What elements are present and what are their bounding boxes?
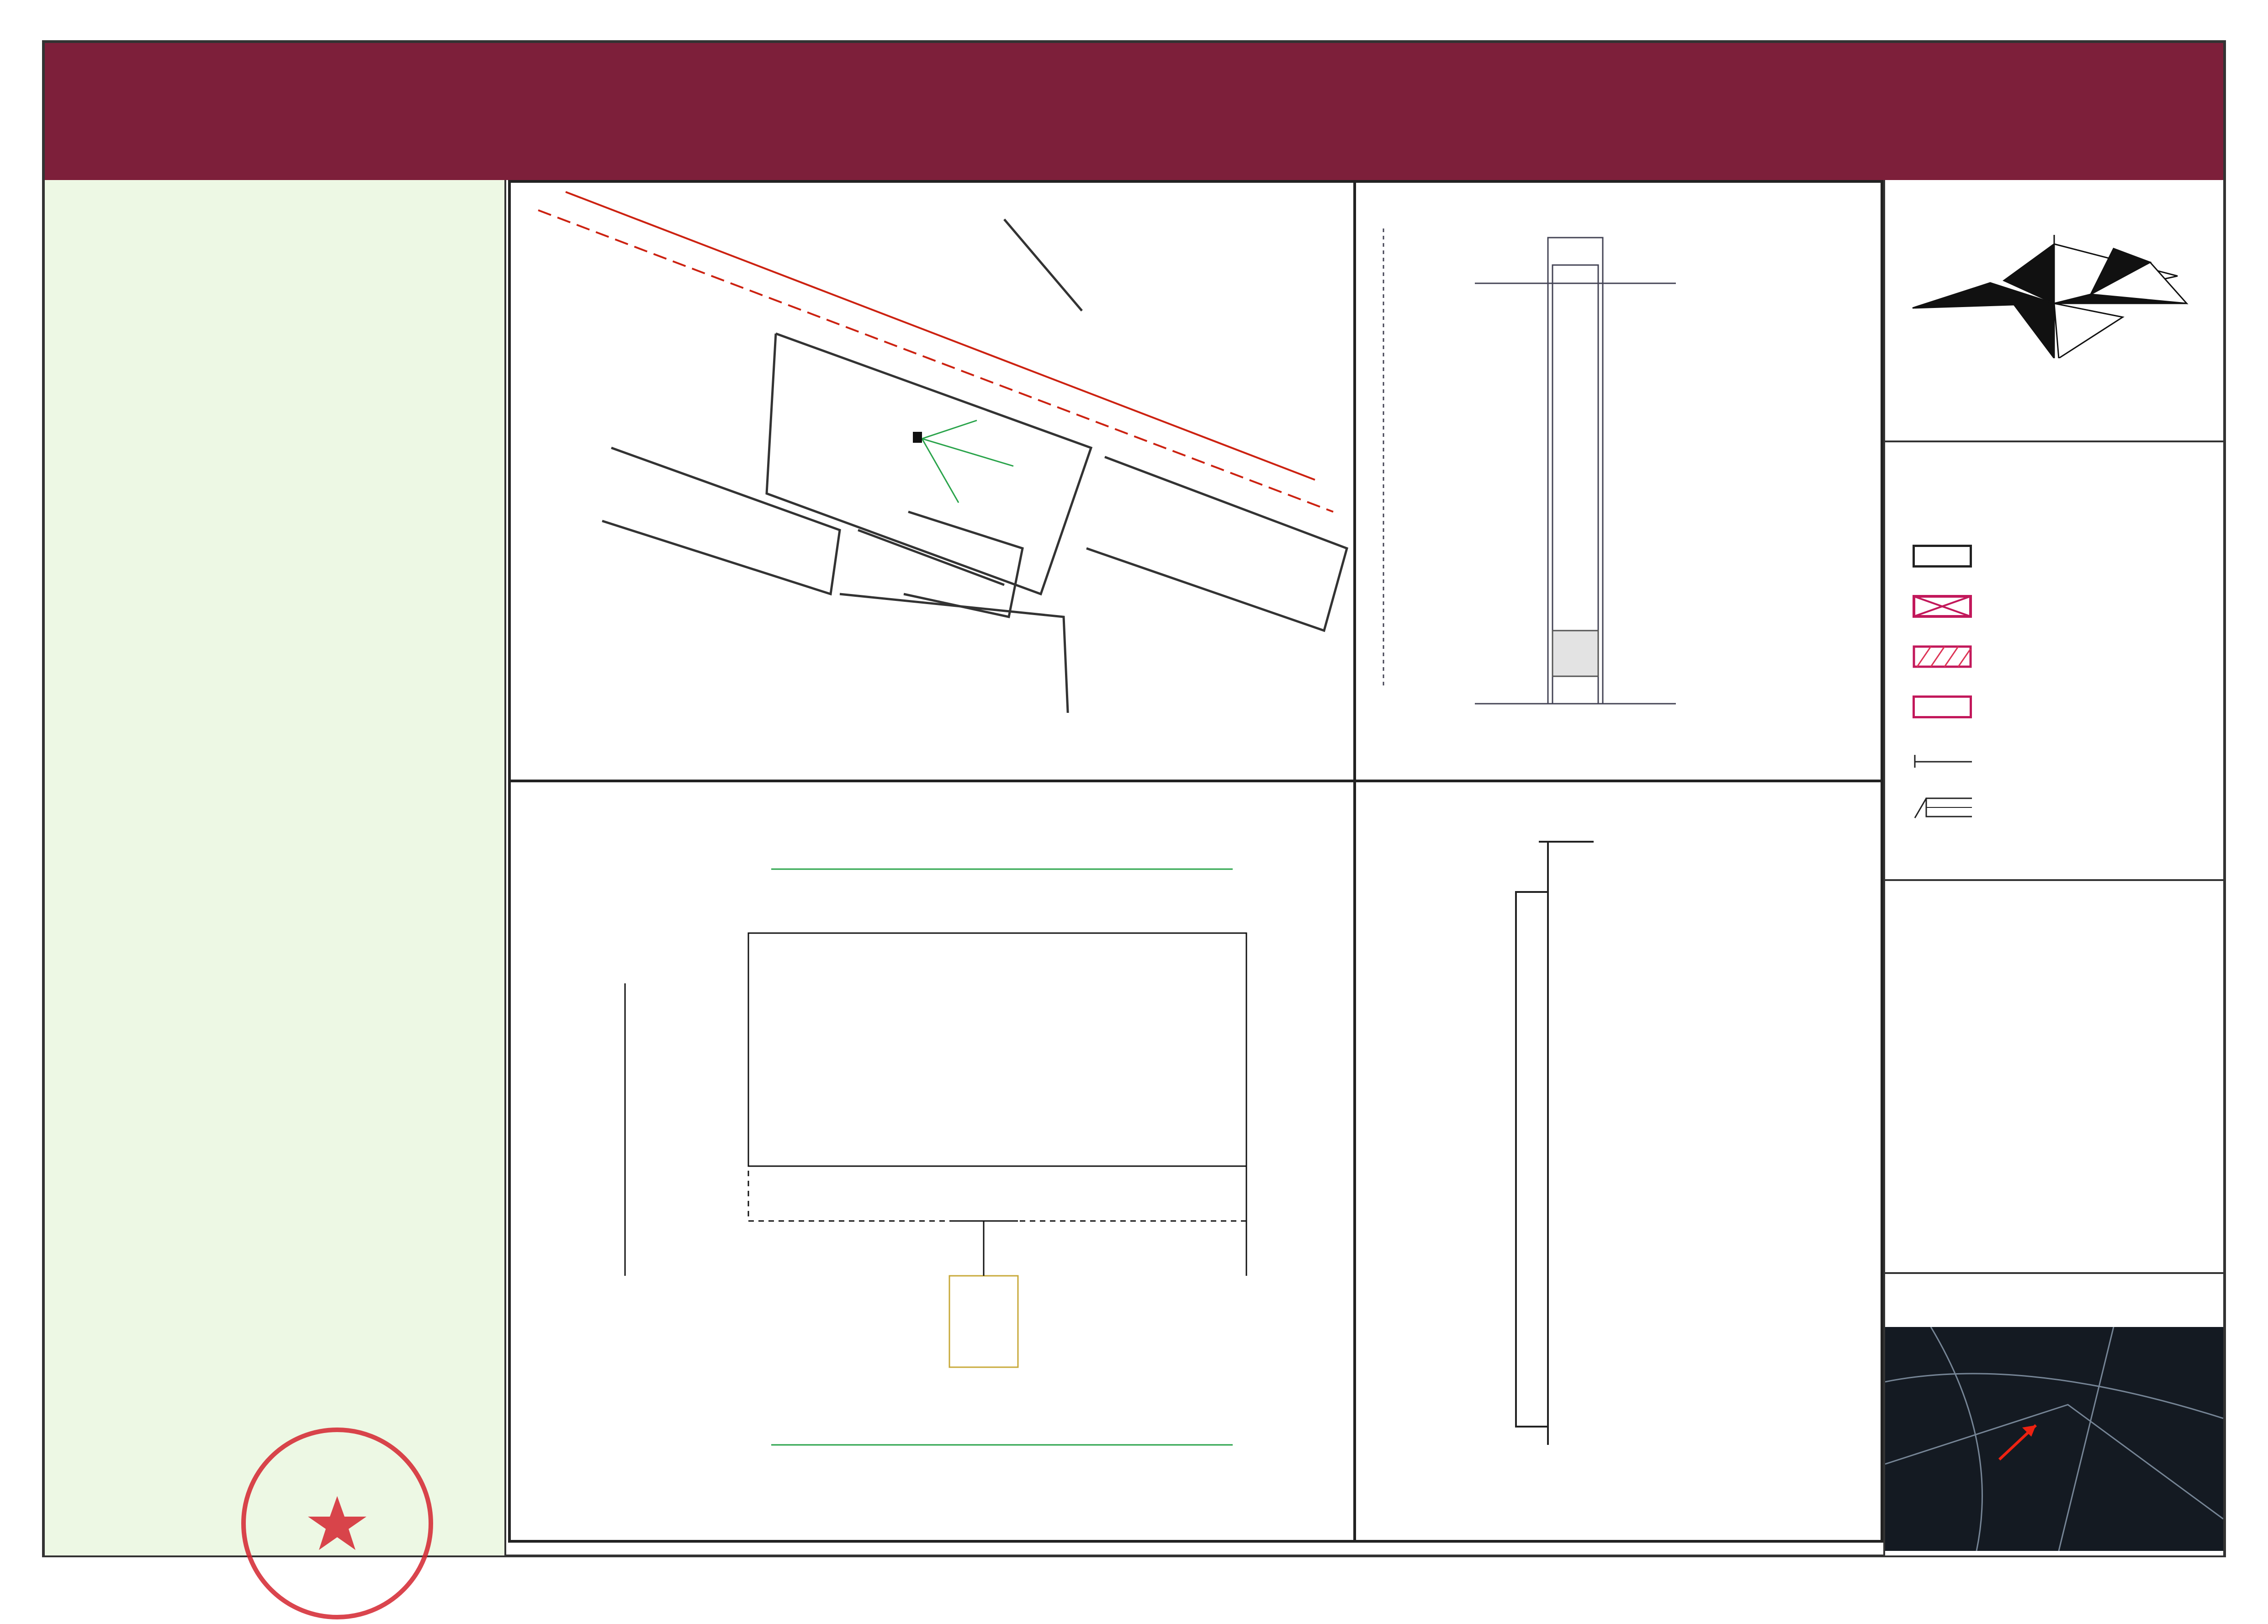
divider [1885, 440, 2223, 442]
explain-text [45, 952, 506, 971]
elevation-drawing [1356, 183, 1881, 713]
elevator-pit [1553, 631, 1598, 676]
floor-plan-drawing [511, 782, 1355, 1486]
building-outline [602, 448, 840, 594]
dimension-symbol-icon [1913, 746, 1972, 769]
corridor-symbol-icon [1913, 645, 1972, 668]
building-symbol-icon [1913, 545, 1972, 568]
floor-plan-panel [508, 780, 1358, 1543]
divider [1885, 879, 2223, 881]
section-shaft [1516, 892, 1548, 1427]
right-column [1883, 180, 2223, 1555]
host-building-symbol-icon [1913, 695, 1972, 718]
location-map [1885, 1327, 2223, 1551]
building-plan-outline [748, 933, 1246, 1166]
elevation-panel [1353, 180, 1883, 783]
official-stamp [237, 1423, 438, 1624]
red-road-line [538, 210, 1333, 512]
site-plan-panel [508, 180, 1358, 783]
coordinate-symbol-icon [1913, 796, 1972, 819]
north-arrow-icon [1894, 207, 2214, 358]
elevator-symbol-icon [1913, 595, 1972, 618]
building-outline [1086, 457, 1347, 631]
site-plan-drawing [511, 183, 1355, 713]
section-drawing [1356, 782, 1881, 1486]
notice-column [45, 180, 506, 1555]
banner-title [45, 43, 2223, 180]
building-outline [904, 512, 1023, 617]
elevator-plan-box [949, 1276, 1018, 1367]
proposed-elevator-marker [913, 432, 922, 443]
building-outline [767, 334, 1091, 594]
building-outline [840, 594, 1068, 713]
section-panel [1353, 780, 1883, 1543]
divider [1885, 1272, 2223, 1274]
